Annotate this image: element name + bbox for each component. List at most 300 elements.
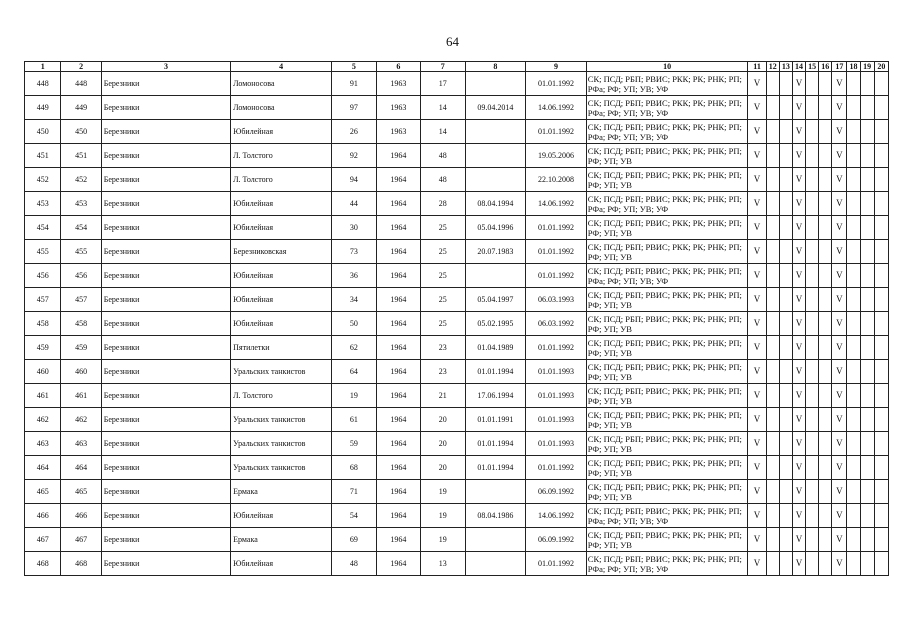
mark-cell-14: V <box>792 504 805 528</box>
column-7-cell: 25 <box>421 312 465 336</box>
column-header-1: 1 <box>25 62 61 72</box>
street-cell: Уральских танкистов <box>231 456 332 480</box>
city-cell: Березники <box>101 72 230 96</box>
city-cell: Березники <box>101 384 230 408</box>
house-number-cell: 61 <box>332 408 376 432</box>
mark-cell-14: V <box>792 360 805 384</box>
document-codes-cell: СК; ПСД; РБП; РВИС; РКК; РК; РНК; РП; РФ; УП; УВ <box>586 336 748 360</box>
mark-cell-13 <box>779 288 792 312</box>
street-cell: Уральских танкистов <box>231 360 332 384</box>
column-7-cell: 17 <box>421 72 465 96</box>
house-number-cell: 97 <box>332 96 376 120</box>
registry-number-cell: 467 <box>61 528 101 552</box>
mark-cell-14: V <box>792 264 805 288</box>
mark-cell-18 <box>847 192 860 216</box>
street-cell: Юбилейная <box>231 288 332 312</box>
column-9-date-cell: 01.01.1992 <box>526 216 587 240</box>
row-number-cell: 462 <box>25 408 61 432</box>
mark-cell-18 <box>847 96 860 120</box>
mark-cell-18 <box>847 312 860 336</box>
column-9-date-cell: 14.06.1992 <box>526 504 587 528</box>
mark-cell-11: V <box>748 456 766 480</box>
mark-cell-15 <box>806 168 819 192</box>
city-cell: Березники <box>101 504 230 528</box>
mark-cell-17: V <box>832 192 847 216</box>
mark-cell-16 <box>819 120 832 144</box>
mark-cell-19 <box>860 192 874 216</box>
mark-cell-19 <box>860 336 874 360</box>
column-8-date-cell: 05.04.1996 <box>465 216 526 240</box>
document-codes-cell: СК; ПСД; РБП; РВИС; РКК; РК; РНК; РП; РФ; УП; УВ <box>586 456 748 480</box>
mark-cell-17: V <box>832 360 847 384</box>
mark-cell-20 <box>874 192 888 216</box>
mark-cell-17: V <box>832 312 847 336</box>
column-header-6: 6 <box>376 62 420 72</box>
row-number-cell: 452 <box>25 168 61 192</box>
table-row <box>25 144 889 168</box>
street-cell: Л. Толстого <box>231 384 332 408</box>
mark-cell-19 <box>860 480 874 504</box>
document-codes-cell: СК; ПСД; РБП; РВИС; РКК; РК; РНК; РП; РФ; УП; УВ <box>586 432 748 456</box>
row-number-cell: 467 <box>25 528 61 552</box>
mark-cell-20 <box>874 120 888 144</box>
row-number-cell: 459 <box>25 336 61 360</box>
city-cell: Березники <box>101 408 230 432</box>
house-number-cell: 94 <box>332 168 376 192</box>
house-number-cell: 59 <box>332 432 376 456</box>
street-cell: Юбилейная <box>231 312 332 336</box>
mark-cell-11: V <box>748 72 766 96</box>
build-year-cell: 1964 <box>376 144 420 168</box>
mark-cell-20 <box>874 384 888 408</box>
mark-cell-16 <box>819 240 832 264</box>
street-cell: Березниковская <box>231 240 332 264</box>
column-header-3: 3 <box>101 62 230 72</box>
document-codes-cell: СК; ПСД; РБП; РВИС; РКК; РК; РНК; РП; РФа; РФ; УП; УВ; УФ <box>586 552 748 576</box>
mark-cell-15 <box>806 528 819 552</box>
mark-cell-18 <box>847 408 860 432</box>
column-7-cell: 25 <box>421 216 465 240</box>
house-number-cell: 26 <box>332 120 376 144</box>
column-header-12: 12 <box>766 62 779 72</box>
mark-cell-18 <box>847 456 860 480</box>
row-number-cell: 463 <box>25 432 61 456</box>
mark-cell-17: V <box>832 456 847 480</box>
row-number-cell: 456 <box>25 264 61 288</box>
city-cell: Березники <box>101 96 230 120</box>
housing-register-table <box>24 61 889 576</box>
build-year-cell: 1964 <box>376 192 420 216</box>
mark-cell-12 <box>766 168 779 192</box>
build-year-cell: 1964 <box>376 456 420 480</box>
registry-number-cell: 464 <box>61 456 101 480</box>
registry-number-cell: 468 <box>61 552 101 576</box>
mark-cell-11: V <box>748 408 766 432</box>
city-cell: Березники <box>101 552 230 576</box>
document-codes-cell: СК; ПСД; РБП; РВИС; РКК; РК; РНК; РП; РФа; РФ; УП; УВ; УФ <box>586 72 748 96</box>
mark-cell-20 <box>874 288 888 312</box>
mark-cell-17: V <box>832 552 847 576</box>
column-header-18: 18 <box>847 62 860 72</box>
mark-cell-12 <box>766 360 779 384</box>
registry-number-cell: 461 <box>61 384 101 408</box>
house-number-cell: 48 <box>332 552 376 576</box>
column-9-date-cell: 01.01.1992 <box>526 120 587 144</box>
build-year-cell: 1964 <box>376 312 420 336</box>
build-year-cell: 1964 <box>376 288 420 312</box>
registry-number-cell: 466 <box>61 504 101 528</box>
mark-cell-17: V <box>832 480 847 504</box>
registry-number-cell: 448 <box>61 72 101 96</box>
mark-cell-17: V <box>832 504 847 528</box>
table-row <box>25 336 889 360</box>
mark-cell-18 <box>847 480 860 504</box>
table-row <box>25 312 889 336</box>
mark-cell-19 <box>860 456 874 480</box>
column-9-date-cell: 01.01.1993 <box>526 408 587 432</box>
city-cell: Березники <box>101 480 230 504</box>
build-year-cell: 1964 <box>376 216 420 240</box>
street-cell: Ермака <box>231 480 332 504</box>
row-number-cell: 454 <box>25 216 61 240</box>
mark-cell-19 <box>860 120 874 144</box>
row-number-cell: 465 <box>25 480 61 504</box>
row-number-cell: 455 <box>25 240 61 264</box>
mark-cell-12 <box>766 216 779 240</box>
mark-cell-16 <box>819 336 832 360</box>
mark-cell-18 <box>847 240 860 264</box>
mark-cell-11: V <box>748 144 766 168</box>
column-9-date-cell: 06.03.1992 <box>526 312 587 336</box>
row-number-cell: 451 <box>25 144 61 168</box>
table-header <box>25 62 889 72</box>
column-8-date-cell <box>465 168 526 192</box>
column-9-date-cell: 19.05.2006 <box>526 144 587 168</box>
mark-cell-16 <box>819 504 832 528</box>
build-year-cell: 1964 <box>376 552 420 576</box>
mark-cell-16 <box>819 144 832 168</box>
mark-cell-18 <box>847 360 860 384</box>
column-header-8: 8 <box>465 62 526 72</box>
mark-cell-15 <box>806 192 819 216</box>
registry-number-cell: 449 <box>61 96 101 120</box>
column-header-15: 15 <box>806 62 819 72</box>
mark-cell-13 <box>779 456 792 480</box>
mark-cell-15 <box>806 264 819 288</box>
column-8-date-cell: 17.06.1994 <box>465 384 526 408</box>
mark-cell-18 <box>847 120 860 144</box>
city-cell: Березники <box>101 288 230 312</box>
build-year-cell: 1964 <box>376 168 420 192</box>
mark-cell-12 <box>766 120 779 144</box>
document-codes-cell: СК; ПСД; РБП; РВИС; РКК; РК; РНК; РП; РФ; УП; УВ <box>586 384 748 408</box>
table-row <box>25 168 889 192</box>
column-9-date-cell: 06.09.1992 <box>526 480 587 504</box>
column-9-date-cell: 01.01.1992 <box>526 336 587 360</box>
build-year-cell: 1963 <box>376 96 420 120</box>
mark-cell-11: V <box>748 192 766 216</box>
document-codes-cell: СК; ПСД; РБП; РВИС; РКК; РК; РНК; РП; РФа; РФ; УП; УВ; УФ <box>586 192 748 216</box>
mark-cell-14: V <box>792 456 805 480</box>
mark-cell-13 <box>779 360 792 384</box>
house-number-cell: 68 <box>332 456 376 480</box>
document-codes-cell: СК; ПСД; РБП; РВИС; РКК; РК; РНК; РП; РФа; РФ; УП; УВ; УФ <box>586 504 748 528</box>
column-header-16: 16 <box>819 62 832 72</box>
table-row <box>25 552 889 576</box>
mark-cell-19 <box>860 312 874 336</box>
column-header-10: 10 <box>586 62 748 72</box>
street-cell: Юбилейная <box>231 264 332 288</box>
mark-cell-14: V <box>792 216 805 240</box>
table-row <box>25 384 889 408</box>
registry-number-cell: 453 <box>61 192 101 216</box>
mark-cell-14: V <box>792 288 805 312</box>
mark-cell-20 <box>874 528 888 552</box>
street-cell: Ломоносова <box>231 96 332 120</box>
column-7-cell: 14 <box>421 96 465 120</box>
mark-cell-12 <box>766 504 779 528</box>
house-number-cell: 62 <box>332 336 376 360</box>
registry-number-cell: 451 <box>61 144 101 168</box>
mark-cell-11: V <box>748 312 766 336</box>
mark-cell-14: V <box>792 552 805 576</box>
mark-cell-16 <box>819 216 832 240</box>
column-7-cell: 19 <box>421 528 465 552</box>
column-header-9: 9 <box>526 62 587 72</box>
column-header-4: 4 <box>231 62 332 72</box>
header-row <box>25 62 889 72</box>
mark-cell-20 <box>874 480 888 504</box>
city-cell: Березники <box>101 144 230 168</box>
mark-cell-17: V <box>832 72 847 96</box>
mark-cell-12 <box>766 288 779 312</box>
row-number-cell: 450 <box>25 120 61 144</box>
registry-number-cell: 459 <box>61 336 101 360</box>
document-codes-cell: СК; ПСД; РБП; РВИС; РКК; РК; РНК; РП; РФ; УП; УВ <box>586 480 748 504</box>
mark-cell-15 <box>806 408 819 432</box>
mark-cell-14: V <box>792 192 805 216</box>
street-cell: Пятилетки <box>231 336 332 360</box>
column-9-date-cell: 01.01.1992 <box>526 72 587 96</box>
mark-cell-16 <box>819 432 832 456</box>
mark-cell-13 <box>779 552 792 576</box>
city-cell: Березники <box>101 120 230 144</box>
house-number-cell: 44 <box>332 192 376 216</box>
column-header-5: 5 <box>332 62 376 72</box>
row-number-cell: 457 <box>25 288 61 312</box>
house-number-cell: 19 <box>332 384 376 408</box>
street-cell: Юбилейная <box>231 504 332 528</box>
column-8-date-cell: 01.01.1994 <box>465 456 526 480</box>
table-row <box>25 96 889 120</box>
build-year-cell: 1963 <box>376 72 420 96</box>
mark-cell-19 <box>860 528 874 552</box>
document-codes-cell: СК; ПСД; РБП; РВИС; РКК; РК; РНК; РП; РФ; УП; УВ <box>586 528 748 552</box>
table-row <box>25 192 889 216</box>
mark-cell-12 <box>766 336 779 360</box>
build-year-cell: 1964 <box>376 528 420 552</box>
build-year-cell: 1964 <box>376 480 420 504</box>
column-8-date-cell: 09.04.2014 <box>465 96 526 120</box>
mark-cell-17: V <box>832 216 847 240</box>
document-codes-cell: СК; ПСД; РБП; РВИС; РКК; РК; РНК; РП; РФа; РФ; УП; УВ; УФ <box>586 120 748 144</box>
build-year-cell: 1964 <box>376 360 420 384</box>
column-9-date-cell: 06.09.1992 <box>526 528 587 552</box>
mark-cell-20 <box>874 432 888 456</box>
city-cell: Березники <box>101 216 230 240</box>
registry-number-cell: 456 <box>61 264 101 288</box>
row-number-cell: 468 <box>25 552 61 576</box>
column-9-date-cell: 06.03.1993 <box>526 288 587 312</box>
registry-number-cell: 463 <box>61 432 101 456</box>
mark-cell-13 <box>779 504 792 528</box>
mark-cell-16 <box>819 456 832 480</box>
mark-cell-19 <box>860 72 874 96</box>
mark-cell-15 <box>806 336 819 360</box>
mark-cell-19 <box>860 432 874 456</box>
mark-cell-11: V <box>748 264 766 288</box>
column-7-cell: 48 <box>421 168 465 192</box>
mark-cell-12 <box>766 408 779 432</box>
mark-cell-17: V <box>832 168 847 192</box>
table-row <box>25 72 889 96</box>
mark-cell-13 <box>779 240 792 264</box>
table-row <box>25 528 889 552</box>
column-8-date-cell: 01.01.1991 <box>465 408 526 432</box>
mark-cell-16 <box>819 264 832 288</box>
mark-cell-20 <box>874 216 888 240</box>
mark-cell-15 <box>806 456 819 480</box>
mark-cell-13 <box>779 96 792 120</box>
mark-cell-18 <box>847 288 860 312</box>
mark-cell-14: V <box>792 120 805 144</box>
mark-cell-19 <box>860 240 874 264</box>
mark-cell-15 <box>806 384 819 408</box>
mark-cell-19 <box>860 144 874 168</box>
column-header-13: 13 <box>779 62 792 72</box>
registry-number-cell: 455 <box>61 240 101 264</box>
mark-cell-18 <box>847 144 860 168</box>
build-year-cell: 1964 <box>376 240 420 264</box>
mark-cell-15 <box>806 240 819 264</box>
column-8-date-cell: 08.04.1994 <box>465 192 526 216</box>
document-codes-cell: СК; ПСД; РБП; РВИС; РКК; РК; РНК; РП; РФ; УП; УВ <box>586 240 748 264</box>
table-row <box>25 360 889 384</box>
street-cell: Уральских танкистов <box>231 432 332 456</box>
house-number-cell: 34 <box>332 288 376 312</box>
mark-cell-19 <box>860 288 874 312</box>
mark-cell-17: V <box>832 264 847 288</box>
mark-cell-17: V <box>832 432 847 456</box>
mark-cell-14: V <box>792 72 805 96</box>
document-codes-cell: СК; ПСД; РБП; РВИС; РКК; РК; РНК; РП; РФ; УП; УВ <box>586 288 748 312</box>
mark-cell-11: V <box>748 168 766 192</box>
build-year-cell: 1964 <box>376 432 420 456</box>
registry-number-cell: 460 <box>61 360 101 384</box>
mark-cell-15 <box>806 96 819 120</box>
mark-cell-19 <box>860 504 874 528</box>
mark-cell-16 <box>819 192 832 216</box>
mark-cell-15 <box>806 72 819 96</box>
mark-cell-15 <box>806 432 819 456</box>
column-8-date-cell: 08.04.1986 <box>465 504 526 528</box>
column-header-20: 20 <box>874 62 888 72</box>
document-codes-cell: СК; ПСД; РБП; РВИС; РКК; РК; РНК; РП; РФа; РФ; УП; УВ; УФ <box>586 264 748 288</box>
mark-cell-18 <box>847 384 860 408</box>
mark-cell-12 <box>766 312 779 336</box>
mark-cell-12 <box>766 552 779 576</box>
mark-cell-20 <box>874 312 888 336</box>
mark-cell-18 <box>847 336 860 360</box>
mark-cell-13 <box>779 312 792 336</box>
mark-cell-15 <box>806 144 819 168</box>
table-row <box>25 504 889 528</box>
mark-cell-14: V <box>792 528 805 552</box>
mark-cell-15 <box>806 312 819 336</box>
street-cell: Юбилейная <box>231 552 332 576</box>
column-header-7: 7 <box>421 62 465 72</box>
mark-cell-17: V <box>832 384 847 408</box>
mark-cell-11: V <box>748 120 766 144</box>
mark-cell-18 <box>847 72 860 96</box>
mark-cell-13 <box>779 72 792 96</box>
mark-cell-12 <box>766 192 779 216</box>
column-header-19: 19 <box>860 62 874 72</box>
mark-cell-13 <box>779 384 792 408</box>
row-number-cell: 449 <box>25 96 61 120</box>
mark-cell-18 <box>847 528 860 552</box>
mark-cell-16 <box>819 72 832 96</box>
registry-number-cell: 458 <box>61 312 101 336</box>
city-cell: Березники <box>101 240 230 264</box>
mark-cell-19 <box>860 552 874 576</box>
mark-cell-11: V <box>748 504 766 528</box>
mark-cell-16 <box>819 360 832 384</box>
mark-cell-20 <box>874 72 888 96</box>
house-number-cell: 92 <box>332 144 376 168</box>
mark-cell-12 <box>766 432 779 456</box>
mark-cell-19 <box>860 168 874 192</box>
mark-cell-20 <box>874 264 888 288</box>
mark-cell-12 <box>766 480 779 504</box>
column-9-date-cell: 01.01.1992 <box>526 240 587 264</box>
row-number-cell: 461 <box>25 384 61 408</box>
column-9-date-cell: 01.01.1992 <box>526 264 587 288</box>
mark-cell-16 <box>819 408 832 432</box>
document-codes-cell: СК; ПСД; РБП; РВИС; РКК; РК; РНК; РП; РФ; УП; УВ <box>586 216 748 240</box>
registry-number-cell: 462 <box>61 408 101 432</box>
mark-cell-13 <box>779 336 792 360</box>
build-year-cell: 1964 <box>376 384 420 408</box>
house-number-cell: 36 <box>332 264 376 288</box>
mark-cell-17: V <box>832 336 847 360</box>
build-year-cell: 1964 <box>376 336 420 360</box>
column-8-date-cell <box>465 480 526 504</box>
house-number-cell: 73 <box>332 240 376 264</box>
document-codes-cell: СК; ПСД; РБП; РВИС; РКК; РК; РНК; РП; РФ; УП; УВ <box>586 312 748 336</box>
street-cell: Уральских танкистов <box>231 408 332 432</box>
build-year-cell: 1964 <box>376 504 420 528</box>
mark-cell-16 <box>819 288 832 312</box>
column-7-cell: 19 <box>421 480 465 504</box>
column-7-cell: 20 <box>421 456 465 480</box>
column-8-date-cell: 05.02.1995 <box>465 312 526 336</box>
mark-cell-18 <box>847 168 860 192</box>
mark-cell-12 <box>766 528 779 552</box>
row-number-cell: 453 <box>25 192 61 216</box>
mark-cell-14: V <box>792 336 805 360</box>
mark-cell-11: V <box>748 552 766 576</box>
